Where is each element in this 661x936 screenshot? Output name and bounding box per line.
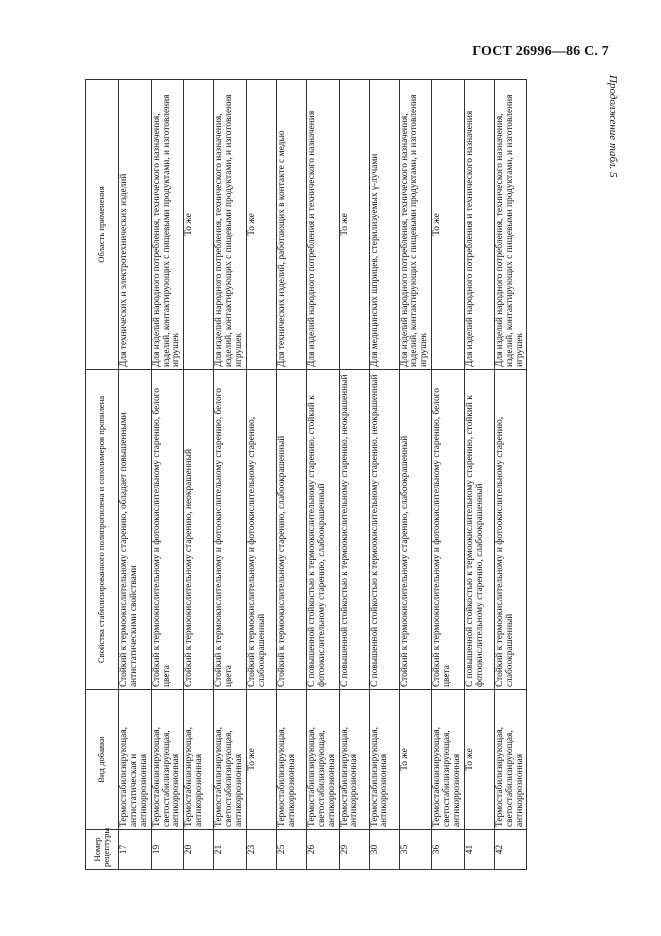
- cell-recipe-number: 17: [119, 830, 152, 870]
- cell-additive-type: Термостабилизирующая, антикоррозионная: [276, 690, 306, 830]
- cell-recipe-number: 20: [184, 830, 214, 870]
- table-row: [369, 80, 399, 870]
- table-row: [151, 80, 184, 870]
- cell-application: Для изделий народного потребления, технического назначения, изделий, контактирующих с пищевыми продуктами, и изготовления игрушек: [494, 80, 527, 370]
- cell-application: То же: [246, 80, 276, 370]
- cell-recipe-number: 29: [339, 830, 369, 870]
- cell-application: То же: [184, 80, 214, 370]
- cell-additive-type: Термостабилизирующая, светостабилизирующая, антикоррозионная: [151, 690, 184, 830]
- table-row: [214, 80, 247, 870]
- cell-properties: Стойкий к термоокислительному старению, слабоокрашенный: [276, 370, 306, 690]
- cell-properties: Стойкий к термоокислительному и фотоокислительному старению, слабоокрашенный: [494, 370, 527, 690]
- column-header-additive: Вид добавки: [86, 690, 119, 830]
- table-row: [494, 80, 527, 870]
- cell-application: Для технических изделий, работающих в контакте с медью: [276, 80, 306, 370]
- cell-additive-type: Термостабилизирующая, антикоррозионная: [369, 690, 399, 830]
- cell-properties: Стойкий к термоокислительному старению, слабоокрашенный: [399, 370, 432, 690]
- cell-properties: С повышенной стойкостью к термоокислительному старению, неокрашенный: [339, 370, 369, 690]
- cell-recipe-number: 26: [306, 830, 339, 870]
- cell-additive-type: Термостабилизирующая, светостабилизирующая, антикоррозионная: [494, 690, 527, 830]
- cell-additive-type: Термостабилизирующая, светостабилизирующая, антикоррозионная: [306, 690, 339, 830]
- cell-recipe-number: 23: [246, 830, 276, 870]
- table-row: [306, 80, 339, 870]
- cell-application: Для изделий народного потребления и технического назначения: [464, 80, 494, 370]
- cell-additive-type: То же: [246, 690, 276, 830]
- cell-recipe-number: 41: [464, 830, 494, 870]
- cell-application: Для технических и электротехнических изделий: [119, 80, 152, 370]
- cell-application: Для изделий народного потребления, технического назначения, изделий, контактирующих с пищевыми продуктами, и изготовления игрушек: [399, 80, 432, 370]
- cell-properties: Стойкий к термоокислительному и фотоокислительному старению, белого цвета: [151, 370, 184, 690]
- table-row: [399, 80, 432, 870]
- rotated-table-container: [85, 80, 605, 870]
- cell-recipe-number: 36: [432, 830, 465, 870]
- cell-application: То же: [339, 80, 369, 370]
- table-row: [119, 80, 152, 870]
- table-row: [339, 80, 369, 870]
- cell-recipe-number: 19: [151, 830, 184, 870]
- cell-recipe-number: 35: [399, 830, 432, 870]
- table-continuation-label: Продолжение табл. 5: [607, 75, 619, 178]
- table-row: [276, 80, 306, 870]
- cell-additive-type: Термостабилизирующая, антикоррозионная: [339, 690, 369, 830]
- cell-application: То же: [432, 80, 465, 370]
- recipe-table: [85, 79, 527, 870]
- cell-additive-type: Термостабилизирующая, светостабилизирующая, антикоррозионная: [214, 690, 247, 830]
- cell-recipe-number: 25: [276, 830, 306, 870]
- cell-additive-type: Термостабилизирующая, антистатическая и антикоррозионная: [119, 690, 152, 830]
- cell-recipe-number: 30: [369, 830, 399, 870]
- table-row: [432, 80, 465, 870]
- cell-properties: С повышенной стойкостью к термоокислительному старению, стойкий к фотоокислительному старению, слабоокрашенный: [464, 370, 494, 690]
- cell-properties: Стойкий к термоокислительному старению, обладает повышенными антистатическими свойствами: [119, 370, 152, 690]
- cell-properties: С повышенной стойкостью к термоокислительному старению, стойкий к фотоокислительному старению, слабоокрашенный: [306, 370, 339, 690]
- cell-additive-type: То же: [399, 690, 432, 830]
- cell-properties: Стойкий к термоокислительному и фотоокислительному старению, белого цвета: [214, 370, 247, 690]
- column-header-properties: Свойства стабилизированного полипропилена и сополимеров пропилена: [86, 370, 119, 690]
- cell-application: Для изделий народного потребления, технического назначения, изделий, контактирующих с пищевыми продуктами, и изготовления игрушек: [214, 80, 247, 370]
- cell-properties: Стойкий к термоокислительному старению, неокрашенный: [184, 370, 214, 690]
- table-header-row: [86, 80, 119, 870]
- table-body: [119, 80, 527, 870]
- column-header-number: Номер рецептуры: [86, 830, 119, 870]
- column-header-application: Область применения: [86, 80, 119, 370]
- cell-additive-type: Термостабилизирующая, светостабилизирующая, антикоррозионная: [432, 690, 465, 830]
- table-row: [246, 80, 276, 870]
- cell-properties: С повышенной стойкостью к термоокислительному старению, неокрашенный: [369, 370, 399, 690]
- cell-additive-type: Термостабилизирующая, антикоррозионная: [184, 690, 214, 830]
- page-header: ГОСТ 26996—86 С. 7: [472, 44, 609, 59]
- cell-recipe-number: 42: [494, 830, 527, 870]
- cell-recipe-number: 21: [214, 830, 247, 870]
- cell-application: Для изделий народного потребления и технического назначения: [306, 80, 339, 370]
- table-row: [184, 80, 214, 870]
- cell-application: Для медицинских шприцев, стерилизуемых γ-лучами: [369, 80, 399, 370]
- table-row: [464, 80, 494, 870]
- cell-properties: Стойкий к термоокислительному и фотоокислительному старению, белого цвета: [432, 370, 465, 690]
- cell-properties: Стойкий к термоокислительному и фотоокислительному старению, слабоокрашенный: [246, 370, 276, 690]
- cell-application: Для изделий народного потребления, технического назначения, изделий, контактирующих с пищевыми продуктами, и изготовления игрушек: [151, 80, 184, 370]
- cell-additive-type: То же: [464, 690, 494, 830]
